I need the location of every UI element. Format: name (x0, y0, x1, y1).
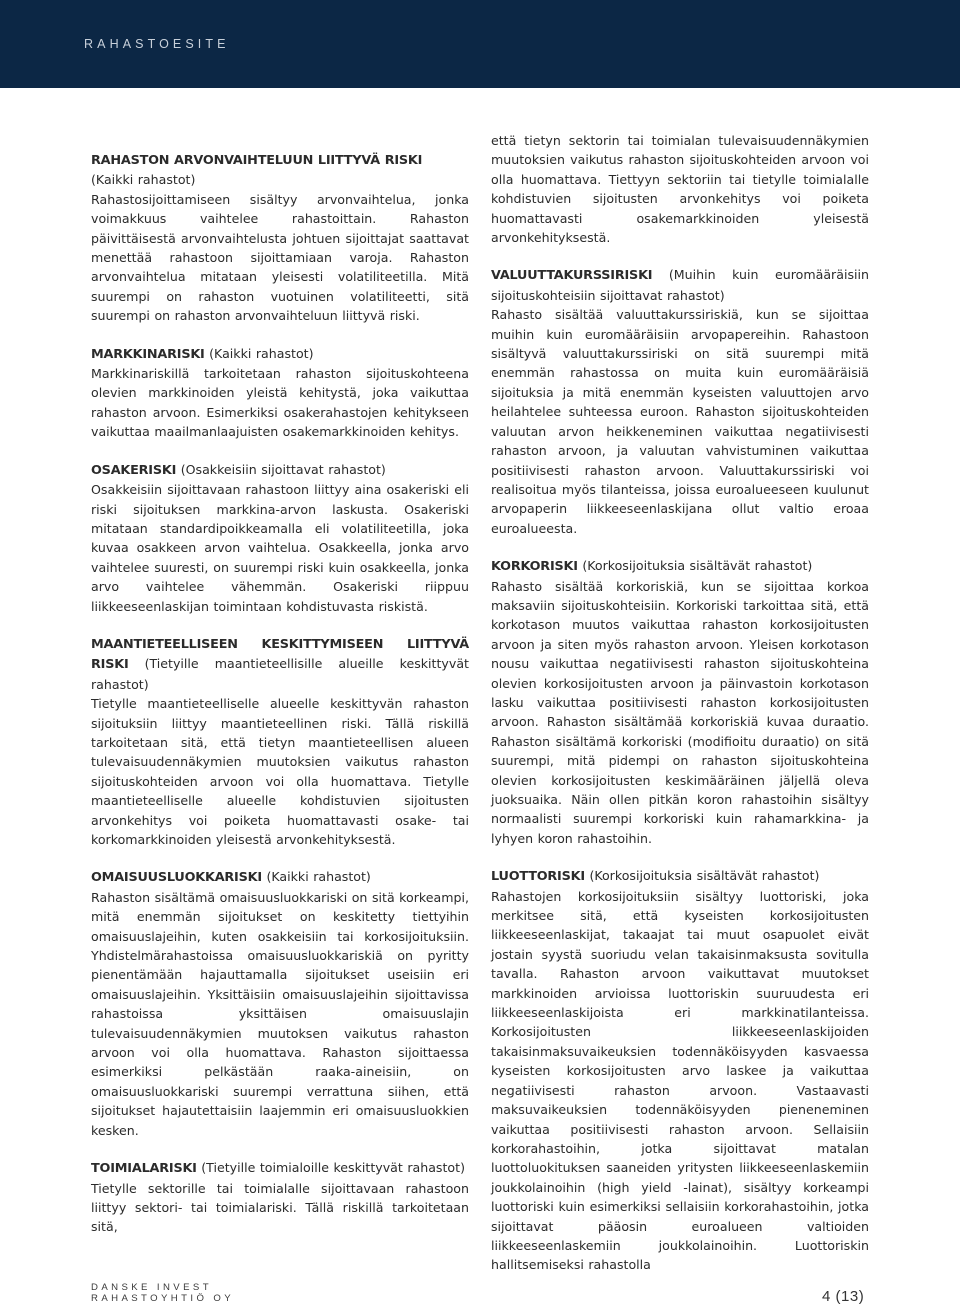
section-body: Osakkeisiin sijoittavaan rahastoon liittyy aina osakeriski eli riski sijoituksen markkina-arvon laskusta. Osakeriski mitataan standardipoikkeamalla eli volatiliteetilla, joka kuvaa osakkeen arvon vaihtelua. Osakkeella, jonka arvo vaihtelee suuresti, on suurempi riski kuin osakkeella, jonka arvo vaihtelee vähemmän. Osakeriski riippuu liikkeeseenlaskijan toimintaan kohdistuvasta riskistä. (91, 482, 469, 614)
continued-paragraph: että tietyn sektorin tai toimialan tulevaisuudennäkymien muutoksien vaikutus rahaston sijoituskohteiden arvoon voi olla huomattava. Tiettyyn sektoriin tai tietylle toimialalle kohdistuvien sijoitusten arvonkehitys voi poiketa huomattavasti osakemarkkinoiden yleisestä arvonkehityksestä. (491, 133, 869, 246)
risk-section (491, 866, 869, 1275)
risk-section (91, 867, 469, 1140)
risk-section (491, 265, 869, 538)
section-body: Rahasto sisältää korkoriskiä, kun se sijoittaa korkoa maksaviin sijoituskohteisiin. Korkoriski tarkoittaa sitä, että korkotason muutos vaikuttaa rahaston korkosijoitusten arvoon ja siten myös rahaston arvoon. Yleisen korkotason nousu vaikuttaa negatiivisesti rahaston sijoituskohteina olevien korkosijoitusten arvoon ja päinvastoin korkotason lasku vaikuttaa positiivisesti rahaston korkosijoitusten arvoon. Rahaston sisältämää korkoriskiä kuvaa duraatio. Rahaston sisältämä korkoriski (modifioitu duraatio) on sitä suurempi, mitä pidempi on rahaston sijoituskohteina olevien korkosijoitusten keskimääräinen jäljellä oleva juoksuaika. Näin ollen pitkän koron rahastoihin sisältyy normaalisti suurempi korkoriski kuin rahamarkkina- ja lyhyen koron rahastoihin. (491, 578, 869, 846)
section-heading: TOIMIALARISKI (91, 1161, 197, 1177)
section-body: Rahastosijoittamiseen sisältyy arvonvaihtelua, jonka voimakkuus vaihtelee rahastoittain. Rahaston päivittäisestä arvonvaihtelusta johtuen sijoittajat saattavat menettää rahastoon sijoittamiaan varoja. Rahaston arvonvaihtelua mitataan yleisesti volatiliteetilla. Mitä suurempi on rahaston vuotuinen volatiliteetti, sitä suurempi on rahaston arvonvaihteluun liittyvä riski. (91, 191, 469, 324)
section-body: Tietylle maantieteelliselle alueelle keskittyvän rahaston sijoituksiin liittyy maantieteellinen riski. Tällä riskillä tarkoitetaan sitä, että tietyn maantieteellisen alueen tulevaisuudennäkymien muutoksien vaikutus rahaston sijoituskohteiden arvoon voi olla huomattava. Tietylle maantieteelliselle alueelle kohdistuvien sijoitusten arvonkehitys voi poiketa huomattavasti osake- tai korkomarkkinoiden yleisestä arvonkehityksestä. (91, 696, 469, 847)
section-heading: LUOTTORISKI (491, 869, 585, 885)
top-banner (0, 0, 960, 88)
brand-company: RAHASTOYHTIÖ OY (91, 1292, 235, 1304)
left-column (91, 150, 469, 1255)
right-column (491, 131, 869, 1293)
section-scope: (Osakkeisiin sijoittavat rahastot) (180, 461, 386, 477)
risk-section (91, 460, 469, 616)
section-scope: (Kaikki rahastot) (266, 869, 371, 885)
section-heading: MAANTIETEELLISEEN KESKITTYMISEEN LIITTYVÄ RISKI (91, 636, 469, 673)
section-scope: (Muihin kuin euromääräisiin sijoituskohteisiin sijoittavat rahastot) (491, 267, 869, 303)
section-scope: (Tietyille toimialoille keskittyvät rahastot) (201, 1160, 465, 1176)
section-body: Rahaston sisältämä omaisuusluokkariski on sitä korkeampi, mitä enemmän sijoitukset on keskitetty tiettyihin omaisuuslajeihin, kuten osakkeisiin tai korkosijoituksiin. Yhdistelmärahastoissa omaisuusluokkariskiä on pyritty pienentämään hajauttamalla sijoitukset useisiin eri omaisuuslajeihin. Yksittäisiin omaisuuslajeihin sijoittavissa rahastoissa yksittäisen omaisuuslajin tulevaisuudennäkymien muutoksen vaikutus rahaston arvoon voi olla huomattava. Rahaston sijoittaessa esimerkiksi pelkästään raaka-aineisiin, on omaisuusluokkariski suurempi verrattuna siihen, että sijoitukset hajautettaisiin laajemmin eri omaisuusluokkien kesken. (91, 889, 469, 1138)
section-heading: KORKORISKI (491, 559, 578, 575)
section-body: Rahasto sisältää valuuttakurssiriskiä, kun se sijoittaa muihin kuin euromääräisiin arvopapereihin. Rahastoon sisältyvä valuuttakurssiriski on sitä suurempi mitä enemmän rahastossa on muita kuin euromääräisiä sijoituksia ja mitä enemmän kyseisten valuuttojen arvo heilahtelee suhteessa euroon. Rahaston sijoituskohteiden valuutan arvon heikkeneminen vaikuttaa negatiivisesti rahaston arvoon, ja valuutan vahvistuminen vaikuttaa positiivisesti rahaston arvoon. Valuuttakurssiriski voi realisoitua myös tilanteissa, joissa euroalueeseen kuulunut arvopaperin liikkeeseenlaskijana ollut valtio eroaa euroalueesta. (491, 307, 869, 536)
risk-section (491, 556, 869, 848)
section-scope: (Tietyille maantieteellisille alueille keskittyvät rahastot) (91, 656, 469, 692)
risk-section (91, 1158, 469, 1237)
risk-section (91, 344, 469, 442)
section-heading: MARKKINARISKI (91, 346, 205, 362)
section-body: Rahastojen korkosijoituksiin sisältyy luottoriski, joka merkitsee sitä, että kyseisten korkosijoitusten liikkeeseenlaskijat, takaajat tai muut osapuolet eivät jostain syystä suoriudu velan takaisinmaksusta sovitulla tavalla. Rahaston arvoon vaikuttavat muutokset markkinoiden arvioissa luottoriskin suuruudesta eri liikkeeseenlaskijoista eri markkinatilanteissa. Korkosijoitusten liikkeeseenlaskijoiden takaisinmaksuvaikeuksien todennäköisyyden kasvaessa kyseisten korkosijoitusten arvo laskee ja vaikuttaa negatiivisesti rahaston arvoon. Vastaavasti maksuvaikeuksien todennäköisyyden pieneneminen vaikuttaa positiivisesti rahaston arvoon. Sellaisiin korkorahastoihin, jotka sijoittavat matalan luottoluokituksen saaneiden yritysten liikkeeseenlaskemiin joukkolainoihin (high yield -lainat), sisältyy korkeampi luottoriski kuin esimerkiksi sellaisiin korkorahastoihin, jotka sijoittavat pääosin euroalueen valtioiden liikkeeseenlaskemiin joukkolainoihin. Luottoriskin hallitsemiseksi rahastolla (491, 888, 869, 1273)
section-heading: OMAISUUSLUOKKARISKI (91, 870, 262, 886)
section-heading: OSAKERISKI (91, 462, 177, 478)
section-body: Tietylle sektorille tai toimialalle sijoittavaan rahastoon liittyy sektori- tai toimialariski. Tällä riskillä tarkoitetaan sitä, (91, 1180, 469, 1235)
section-heading: RAHASTON ARVONVAIHTELUUN LIITTYVÄ RISKI (91, 153, 423, 168)
risk-section (91, 634, 469, 849)
section-scope: (Kaikki rahastot) (91, 172, 196, 188)
section-scope: (Korkosijoituksia sisältävät rahastot) (589, 868, 820, 884)
page-number: 4 (13) (822, 1288, 865, 1305)
document-title: RAHASTOESITE (84, 37, 230, 51)
section-body: Markkinariskillä tarkoitetaan rahaston sijoituskohteena olevien markkinoiden yleistä kehitystä, joka vaikuttaa rahaston arvoon. Esimerkiksi osakerahastojen kehitykseen vaikuttaa maailmanlaajuisten osakemarkkinoiden kehitys. (91, 366, 469, 440)
risk-section (91, 150, 469, 326)
section-scope: (Korkosijoituksia sisältävät rahastot) (582, 558, 813, 574)
company-brand (91, 1283, 234, 1304)
brand-name: DANSKE INVEST (91, 1282, 212, 1293)
section-scope: (Kaikki rahastot) (209, 345, 314, 361)
section-heading: VALUUTTAKURSSIRISKI (491, 268, 653, 284)
